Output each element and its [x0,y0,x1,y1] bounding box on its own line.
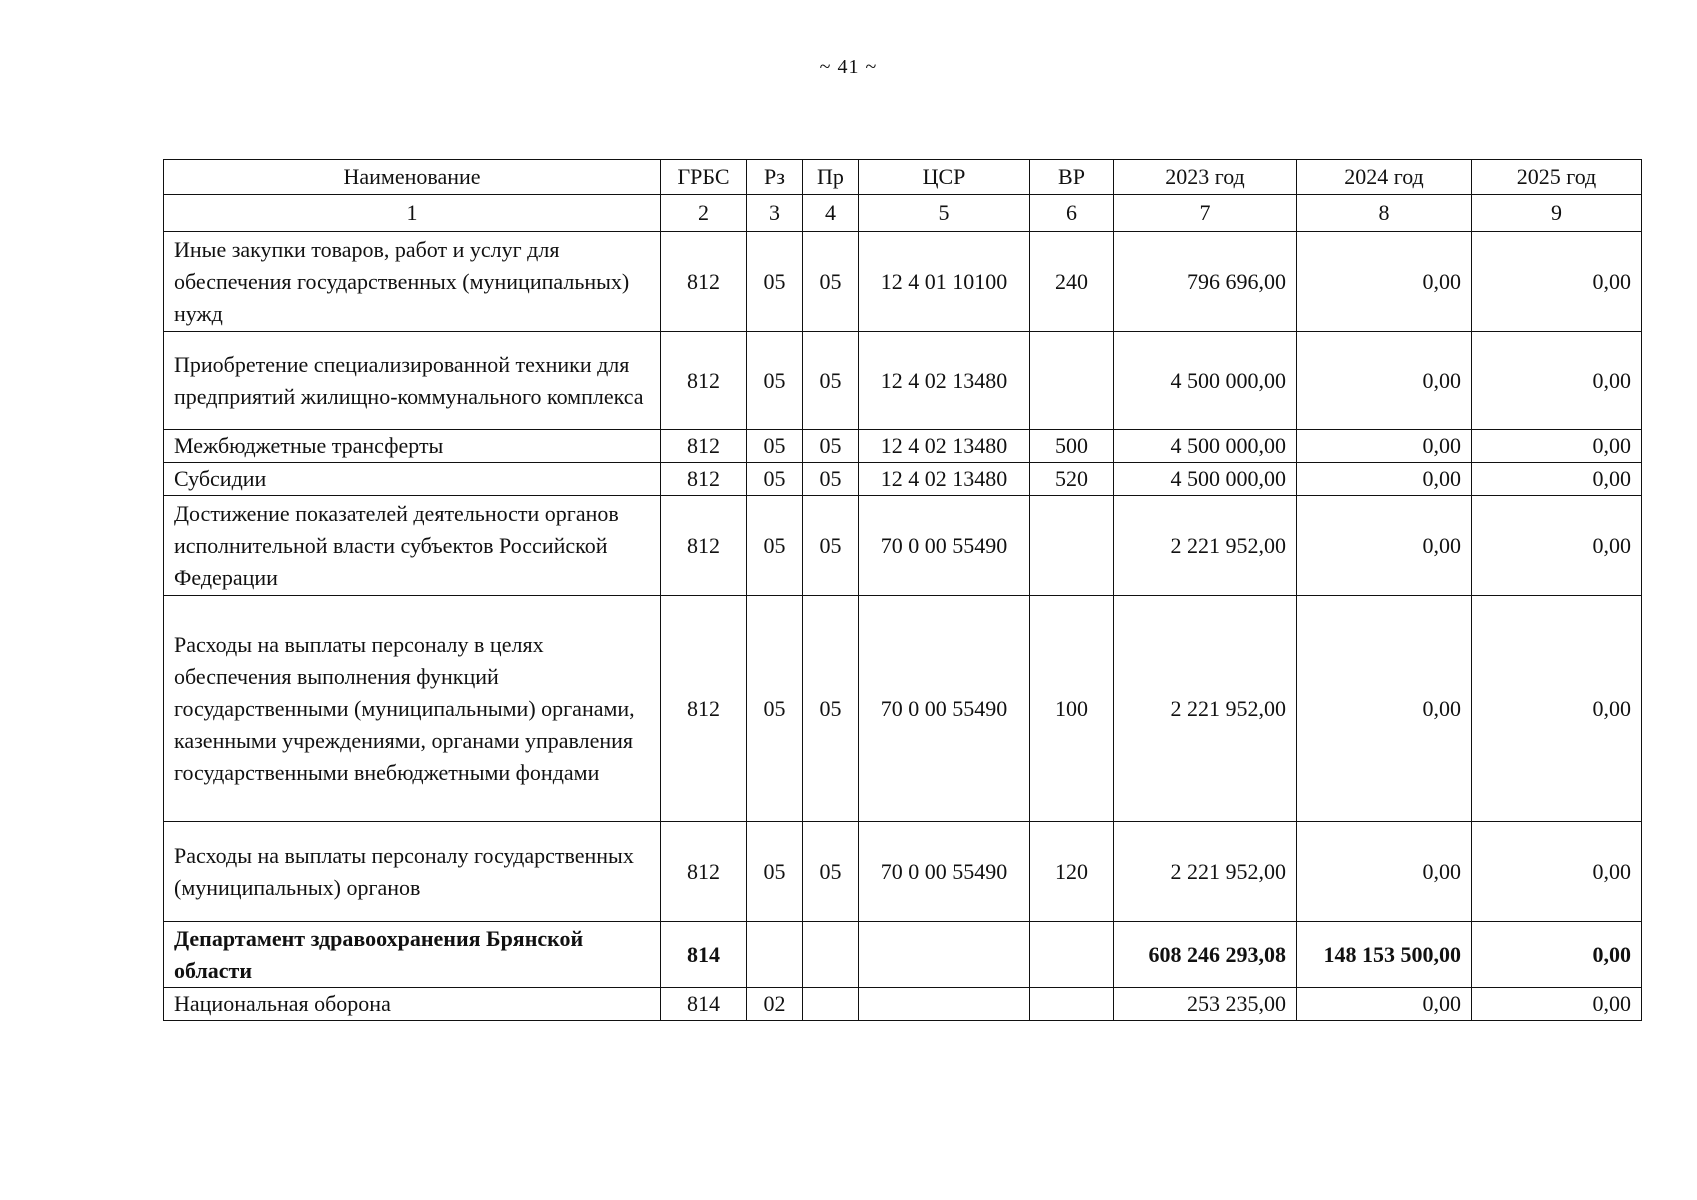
cell-2023: 2 221 952,00 [1114,496,1297,596]
cell-csr: 70 0 00 55490 [859,822,1030,922]
table-row [164,988,1642,1021]
cell-rz: 05 [747,463,803,496]
cell-vr: 100 [1030,596,1114,822]
table-row [164,463,1642,496]
cell-name: Расходы на выплаты персоналу государственных (муниципальных) органов [164,822,661,922]
cell-vr: 520 [1030,463,1114,496]
cell-grbs: 812 [661,430,747,463]
cell-name: Субсидии [164,463,661,496]
cell-2024: 0,00 [1297,232,1472,332]
cell-2024: 0,00 [1297,463,1472,496]
cell-2025: 0,00 [1472,822,1642,922]
cell-name: Национальная оборона [164,988,661,1021]
cell-csr: 12 4 02 13480 [859,332,1030,430]
cell-2023: 253 235,00 [1114,988,1297,1021]
cell-2023: 4 500 000,00 [1114,430,1297,463]
cell-name: Расходы на выплаты персоналу в целях обеспечения выполнения функций государственными (муниципальными) органами, казенными учреждениями, органами управления государственными внебюджетными фондами [164,596,661,822]
cell-2025: 0,00 [1472,596,1642,822]
col-header-2023: 2023 год [1114,160,1297,195]
cell-rz [747,922,803,988]
table-row [164,496,1642,596]
cell-csr: 12 4 01 10100 [859,232,1030,332]
cell-2024: 0,00 [1297,332,1472,430]
cell-pr: 05 [803,496,859,596]
col-header-2024: 2024 год [1297,160,1472,195]
col-number: 5 [859,195,1030,232]
cell-vr: 500 [1030,430,1114,463]
col-header-name: Наименование [164,160,661,195]
cell-name: Департамент здравоохранения Брянской области [164,922,661,988]
cell-grbs: 812 [661,496,747,596]
cell-vr: 240 [1030,232,1114,332]
cell-pr: 05 [803,596,859,822]
cell-2023: 608 246 293,08 [1114,922,1297,988]
cell-pr: 05 [803,430,859,463]
cell-grbs: 814 [661,988,747,1021]
cell-name: Достижение показателей деятельности органов исполнительной власти субъектов Российской Федерации [164,496,661,596]
cell-2023: 4 500 000,00 [1114,463,1297,496]
cell-2024: 148 153 500,00 [1297,922,1472,988]
cell-csr: 70 0 00 55490 [859,596,1030,822]
col-header-2025: 2025 год [1472,160,1642,195]
col-header-vr: ВР [1030,160,1114,195]
cell-2024: 0,00 [1297,822,1472,922]
cell-rz: 05 [747,596,803,822]
table-row [164,232,1642,332]
budget-table [163,159,1642,1021]
cell-rz: 05 [747,332,803,430]
cell-grbs: 812 [661,232,747,332]
cell-rz: 02 [747,988,803,1021]
cell-rz: 05 [747,496,803,596]
column-number-row [164,195,1642,232]
cell-name: Приобретение специализированной техники для предприятий жилищно-коммунального комплекса [164,332,661,430]
col-number: 6 [1030,195,1114,232]
cell-name: Иные закупки товаров, работ и услуг для обеспечения государственных (муниципальных) нужд [164,232,661,332]
cell-2025: 0,00 [1472,988,1642,1021]
cell-vr: 120 [1030,822,1114,922]
table-row [164,332,1642,430]
cell-rz: 05 [747,232,803,332]
cell-csr: 12 4 02 13480 [859,463,1030,496]
cell-2025: 0,00 [1472,430,1642,463]
col-header-csr: ЦСР [859,160,1030,195]
table-row [164,822,1642,922]
cell-2023: 2 221 952,00 [1114,822,1297,922]
cell-pr: 05 [803,822,859,922]
col-header-pr: Пр [803,160,859,195]
cell-2025: 0,00 [1472,922,1642,988]
header-row [164,160,1642,195]
cell-2024: 0,00 [1297,430,1472,463]
cell-rz: 05 [747,822,803,922]
cell-2025: 0,00 [1472,232,1642,332]
cell-pr: 05 [803,332,859,430]
cell-pr [803,922,859,988]
cell-name: Межбюджетные трансферты [164,430,661,463]
col-number: 4 [803,195,859,232]
cell-2023: 2 221 952,00 [1114,596,1297,822]
cell-csr: 70 0 00 55490 [859,496,1030,596]
col-number: 7 [1114,195,1297,232]
cell-2024: 0,00 [1297,988,1472,1021]
cell-grbs: 812 [661,596,747,822]
cell-2023: 796 696,00 [1114,232,1297,332]
cell-vr [1030,332,1114,430]
cell-grbs: 812 [661,463,747,496]
cell-pr [803,988,859,1021]
cell-vr [1030,496,1114,596]
cell-2025: 0,00 [1472,332,1642,430]
cell-pr: 05 [803,463,859,496]
cell-grbs: 814 [661,922,747,988]
cell-2024: 0,00 [1297,496,1472,596]
cell-pr: 05 [803,232,859,332]
col-header-grbs: ГРБС [661,160,747,195]
col-number: 2 [661,195,747,232]
table-row [164,430,1642,463]
col-number: 8 [1297,195,1472,232]
page-number: ~ 41 ~ [819,56,878,78]
cell-vr [1030,988,1114,1021]
cell-rz: 05 [747,430,803,463]
col-number: 9 [1472,195,1642,232]
cell-2024: 0,00 [1297,596,1472,822]
cell-csr: 12 4 02 13480 [859,430,1030,463]
cell-2025: 0,00 [1472,496,1642,596]
table-row [164,922,1642,988]
cell-grbs: 812 [661,822,747,922]
col-number: 1 [164,195,661,232]
cell-2023: 4 500 000,00 [1114,332,1297,430]
cell-grbs: 812 [661,332,747,430]
cell-vr [1030,922,1114,988]
table-row [164,596,1642,822]
col-header-rz: Рз [747,160,803,195]
col-number: 3 [747,195,803,232]
cell-csr [859,922,1030,988]
cell-csr [859,988,1030,1021]
cell-2025: 0,00 [1472,463,1642,496]
